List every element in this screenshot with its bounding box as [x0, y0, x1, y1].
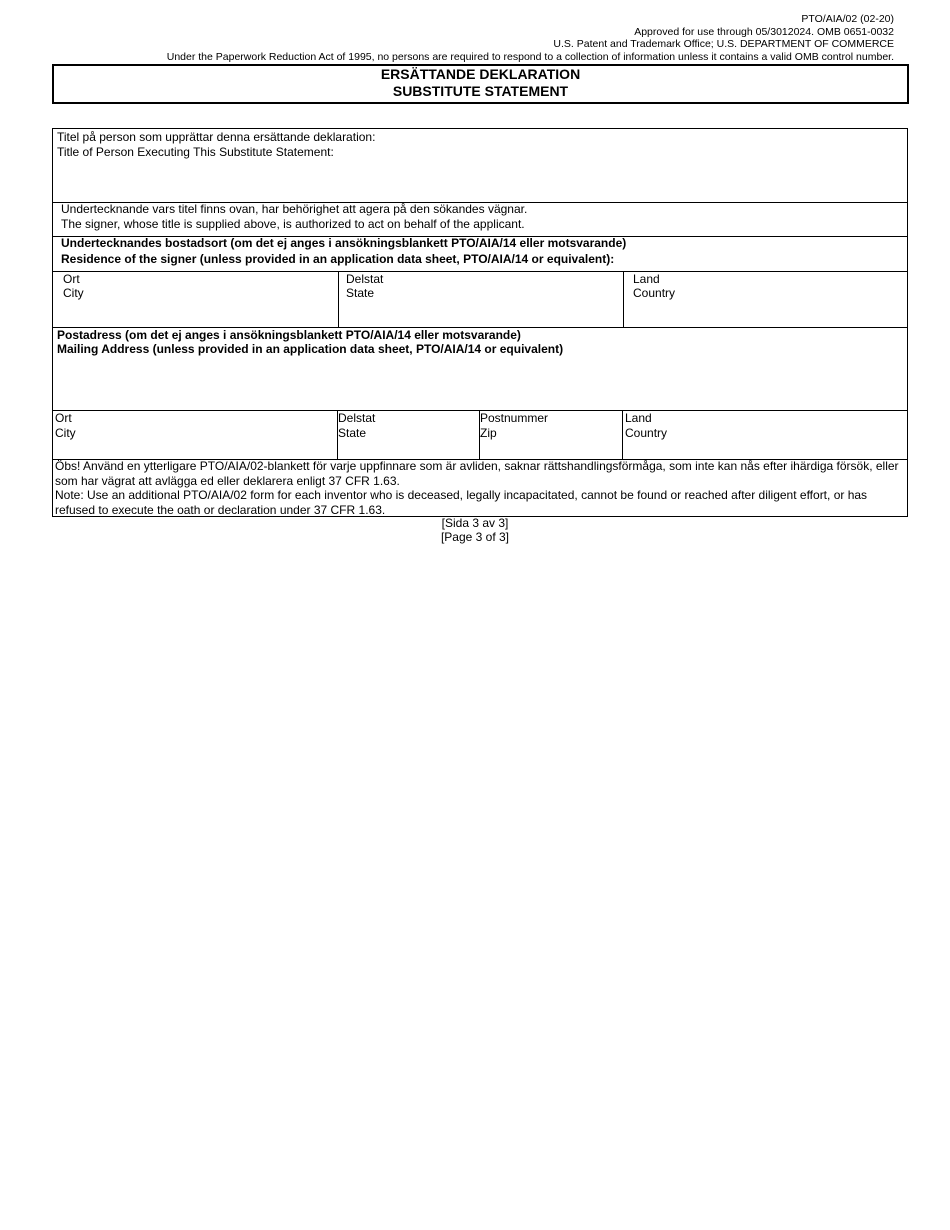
residence-heading-en: Residence of the signer (unless provided in an application data sheet, PTO/AIA/14 or equivalent):: [61, 252, 615, 266]
mailing-city-label-sv: Ort: [55, 411, 72, 425]
mailing-country-field[interactable]: [623, 411, 907, 459]
mailing-city-field[interactable]: [53, 411, 337, 459]
approval-text: Approved for use through 05/3012024. OMB 0651-0032: [634, 26, 894, 38]
title-english: SUBSTITUTE STATEMENT: [392, 83, 569, 99]
residence-state-label-en: State: [346, 286, 375, 300]
mailing-country-label-en: Country: [625, 426, 668, 440]
mailing-zip-label-en: Zip: [480, 426, 497, 440]
residence-country-field[interactable]: [624, 272, 907, 327]
authorization-en: The signer, whose title is supplied above, is authorized to act on behalf of the applicant.: [61, 217, 525, 231]
residence-state-label-sv: Delstat: [346, 272, 384, 286]
residence-heading-sv: Undertecknandes bostadsort (om det ej anges i ansökningsblankett PTO/AIA/14 eller motsvarande): [61, 236, 627, 250]
mailing-zip-field[interactable]: [480, 411, 622, 459]
mailing-city-label-en: City: [55, 426, 76, 440]
mailing-state-field[interactable]: [338, 411, 479, 459]
residence-city-field[interactable]: [53, 272, 338, 327]
form-number: PTO/AIA/02 (02-20): [801, 13, 894, 25]
substitute-statement-form: [52, 128, 908, 517]
residence-city-label-sv: Ort: [63, 272, 80, 286]
residence-country-label-sv: Land: [633, 272, 660, 286]
title-box: [52, 64, 909, 104]
mailing-state-label-sv: Delstat: [338, 411, 376, 425]
mailing-state-label-en: State: [338, 426, 367, 440]
mailing-heading-en: Mailing Address (unless provided in an application data sheet, PTO/AIA/14 or equivalent): [57, 342, 564, 356]
page-number-sv: [Sida 3 av 3]: [441, 516, 509, 530]
note-en: Note: Use an additional PTO/AIA/02 form for each inventor who is deceased, legally incapacitated, cannot be found or reached after diligent effort, or has refused to execute the oath or declaration under 37 CFR 1.63.: [55, 488, 868, 517]
paperwork-notice: Under the Paperwork Reduction Act of 1995, no persons are required to respond to a collection of information unless it contains a valid OMB control number.: [166, 51, 894, 63]
mailing-heading-sv: Postadress (om det ej anges i ansökningsblankett PTO/AIA/14 eller motsvarande): [57, 328, 521, 342]
residence-city-label-en: City: [63, 286, 84, 300]
authorization-sv: Undertecknande vars titel finns ovan, har behörighet att agera på den sökandes vägnar.: [61, 202, 528, 216]
mailing-country-label-sv: Land: [625, 411, 652, 425]
page-number-en: [Page 3 of 3]: [440, 530, 510, 544]
title-of-person-label-en: Title of Person Executing This Substitute Statement:: [57, 145, 334, 159]
title-of-person-label-sv: Titel på person som upprättar denna ersättande deklaration:: [57, 130, 376, 144]
mailing-address-field[interactable]: [53, 328, 907, 410]
title-swedish: ERSÄTTANDE DEKLARATION: [380, 66, 581, 82]
residence-state-field[interactable]: [339, 272, 623, 327]
office-text: U.S. Patent and Trademark Office; U.S. DEPARTMENT OF COMMERCE: [553, 38, 894, 50]
title-of-person-field[interactable]: [53, 129, 907, 202]
note-sv: Öbs! Använd en ytterligare PTO/AIA/02-blankett för varje uppfinnare som är avliden, saknar rättshandlingsförmåga, som inte kan nås efter ihärdiga försök, eller som har vägrat att avlägga ed eller deklarera enligt 37 CFR 1.63.: [55, 459, 899, 488]
mailing-zip-label-sv: Postnummer: [480, 411, 549, 425]
residence-country-label-en: Country: [633, 286, 676, 300]
